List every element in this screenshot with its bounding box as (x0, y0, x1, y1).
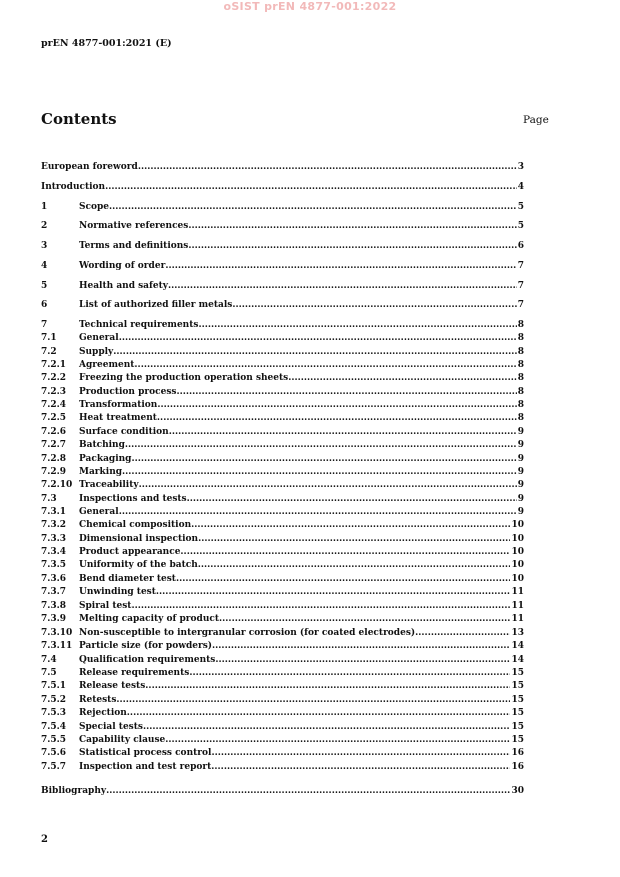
toc-entry-page: 6 (517, 241, 524, 251)
toc-entry-page: 13 (511, 628, 524, 638)
toc-dot-leader (180, 547, 510, 557)
toc-entry-page: 5 (517, 202, 524, 212)
toc-dot-leader (139, 480, 517, 490)
toc-entry[interactable] (41, 534, 524, 544)
toc-entry-page: 4 (517, 182, 524, 192)
toc-dot-leader (131, 601, 510, 611)
toc-entry-number: 7.5.5 (41, 735, 67, 745)
toc-entry-page: 15 (511, 722, 524, 732)
toc-entry-number: 7.4 (41, 655, 57, 665)
toc-entry[interactable] (41, 601, 524, 611)
toc-entry-title: Health and safety (79, 281, 168, 291)
toc-entry-number: 7.5.1 (41, 681, 67, 691)
toc-entry-page: 7 (517, 261, 524, 271)
toc-entry-page: 9 (517, 440, 524, 450)
toc-entry-number: 7.3 (41, 494, 57, 504)
toc-entry-title: Surface condition (79, 427, 169, 437)
toc-dot-leader (168, 281, 517, 291)
toc-entry-title: Special tests (79, 722, 143, 732)
toc-entry[interactable] (41, 735, 524, 745)
toc-entry-title: Chemical composition (79, 520, 192, 530)
toc-entry[interactable] (41, 681, 524, 691)
toc-entry-title: Inspection and test report (79, 762, 212, 772)
toc-entry[interactable] (41, 241, 524, 251)
toc-entry-page: 16 (511, 748, 524, 758)
toc-entry-title: Technical requirements (79, 320, 199, 330)
toc-entry-number: 7.3.5 (41, 560, 67, 570)
toc-entry[interactable] (41, 520, 524, 530)
toc-entry[interactable] (41, 507, 524, 517)
toc-entry-title: Traceability (79, 480, 139, 490)
toc-dot-leader (211, 748, 510, 758)
toc-entry-page: 8 (517, 400, 524, 410)
toc-dot-leader (145, 681, 510, 691)
toc-entry-page: 11 (511, 601, 524, 611)
toc-entry-title: Wording of order (79, 261, 166, 271)
toc-entry[interactable] (41, 668, 524, 678)
toc-entry[interactable] (41, 261, 524, 271)
toc-dot-leader (215, 655, 510, 665)
toc-dot-leader (188, 221, 516, 231)
toc-entry-title: Packaging (79, 454, 132, 464)
toc-entry-number: 7.3.10 (41, 628, 73, 638)
toc-entry[interactable] (41, 373, 524, 383)
toc-entry-number: 7.3.7 (41, 587, 67, 597)
toc-dot-leader (138, 162, 517, 172)
toc-entry-title: Particle size (for powders) (79, 641, 213, 651)
toc-entry-title: Release requirements (79, 668, 190, 678)
toc-entry-title: Normative references (79, 221, 189, 231)
toc-entry[interactable] (41, 440, 524, 450)
toc-dot-leader (122, 467, 517, 477)
toc-entry-number: 7.2.9 (41, 467, 67, 477)
toc-dot-leader (165, 261, 516, 271)
toc-dot-leader (211, 762, 510, 772)
toc-dot-leader (198, 534, 510, 544)
toc-dot-leader (219, 614, 510, 624)
toc-entry-number: 7.5.4 (41, 722, 67, 732)
toc-entry[interactable] (41, 347, 524, 357)
toc-dot-leader (143, 722, 510, 732)
toc-entry-number: 1 (41, 202, 48, 212)
toc-entry[interactable] (41, 587, 524, 597)
toc-entry[interactable] (41, 614, 524, 624)
toc-entry-page: 11 (511, 587, 524, 597)
toc-entry-title: Melting capacity of product (79, 614, 220, 624)
toc-entry[interactable] (41, 427, 524, 437)
toc-entry-number: 7.3.9 (41, 614, 67, 624)
toc-entry-title: Inspections and tests (79, 494, 187, 504)
toc-dot-leader (415, 628, 510, 638)
toc-entry-number: 7.3.2 (41, 520, 67, 530)
toc-entry-page: 10 (511, 534, 524, 544)
toc-entry-title: Freezing the production operation sheets (79, 373, 289, 383)
toc-entry-page: 10 (511, 547, 524, 557)
toc-entry[interactable] (41, 695, 524, 705)
toc-entry[interactable] (41, 400, 524, 410)
toc-entry-number: 5 (41, 281, 48, 291)
toc-dot-leader (119, 507, 517, 517)
toc-entry-page: 9 (517, 480, 524, 490)
document-id: prEN 4877-001:2021 (E) (41, 38, 172, 49)
toc-entry-number: 7.2.10 (41, 480, 73, 490)
toc-entry-title: Product appearance (79, 547, 181, 557)
toc-entry[interactable] (41, 748, 524, 758)
toc-entry-number: 3 (41, 241, 48, 251)
toc-dot-leader (176, 574, 511, 584)
toc-entry-page: 10 (511, 574, 524, 584)
toc-entry-number: 7.2.1 (41, 360, 67, 370)
toc-entry-number: 7.2.5 (41, 413, 67, 423)
toc-entry-page: 11 (511, 614, 524, 624)
toc-dot-leader (169, 427, 517, 437)
toc-dot-leader (134, 360, 516, 370)
toc-dot-leader (232, 300, 516, 310)
toc-entry-page: 9 (517, 467, 524, 477)
toc-entry-title: Bibliography (41, 786, 107, 796)
toc-entry-title: Spiral test (79, 601, 132, 611)
toc-entry-page: 7 (517, 300, 524, 310)
toc-dot-leader (157, 400, 516, 410)
toc-dot-leader (127, 708, 511, 718)
watermark: oSIST prEN 4877-001:2022 (223, 0, 397, 13)
toc-entry-title: Supply (79, 347, 114, 357)
toc-entry-number: 7.1 (41, 333, 57, 343)
toc-entry-title: Batching (79, 440, 125, 450)
toc-entry-title: Qualification requirements (79, 655, 216, 665)
toc-entry-page: 8 (517, 387, 524, 397)
toc-entry-number: 7.2 (41, 347, 57, 357)
toc-dot-leader (165, 735, 510, 745)
toc-entry-number: 7.5.3 (41, 708, 67, 718)
toc-entry-page: 7 (517, 281, 524, 291)
toc-dot-leader (105, 182, 517, 192)
toc-entry-title: Agreement (79, 360, 135, 370)
toc-entry-number: 6 (41, 300, 48, 310)
toc-entry-title: Dimensional inspection (79, 534, 199, 544)
toc-entry[interactable] (41, 360, 524, 370)
toc-entry[interactable] (41, 413, 524, 423)
toc-entry-title: Marking (79, 467, 123, 477)
toc-entry-page: 8 (517, 413, 524, 423)
toc-entry-page: 30 (511, 786, 524, 796)
toc-entry[interactable] (41, 221, 524, 231)
toc-entry-page: 9 (517, 427, 524, 437)
toc-entry-number: 7.3.6 (41, 574, 67, 584)
toc-entry[interactable] (41, 300, 524, 310)
toc-entry-title: Capability clause (79, 735, 166, 745)
toc-entry[interactable] (41, 560, 524, 570)
toc-dot-leader (116, 695, 510, 705)
toc-dot-leader (109, 202, 517, 212)
toc-entry[interactable] (41, 628, 524, 638)
page-column-label: Page (523, 114, 549, 126)
toc-entry-page: 14 (511, 641, 524, 651)
toc-entry-number: 7.3.1 (41, 507, 67, 517)
toc-entry-title: Retests (79, 695, 117, 705)
toc-entry-number: 7.3.4 (41, 547, 67, 557)
toc-entry-title: Heat treatment (79, 413, 157, 423)
toc-entry-number: 7.5.7 (41, 762, 67, 772)
toc-entry[interactable] (41, 494, 524, 504)
toc-entry[interactable] (41, 467, 524, 477)
toc-dot-leader (198, 320, 516, 330)
toc-dot-leader (106, 786, 510, 796)
toc-entry[interactable] (41, 574, 524, 584)
toc-dot-leader (156, 587, 511, 597)
toc-entry[interactable] (41, 387, 524, 397)
toc-entry-number: 7.2.8 (41, 454, 67, 464)
toc-entry-number: 7.3.3 (41, 534, 67, 544)
toc-entry-page: 9 (517, 494, 524, 504)
page-number: 2 (41, 834, 48, 845)
toc-dot-leader (198, 560, 511, 570)
toc-entry-title: Rejection (79, 708, 127, 718)
toc-dot-leader (125, 440, 517, 450)
toc-entry-page: 16 (511, 762, 524, 772)
toc-dot-leader (176, 387, 516, 397)
toc-dot-leader (191, 520, 510, 530)
toc-dot-leader (119, 333, 517, 343)
toc-entry-page: 9 (517, 507, 524, 517)
toc-entry-title: Uniformity of the batch (79, 560, 198, 570)
toc-dot-leader (187, 494, 517, 504)
toc-entry-title: Non-susceptible to intergranular corrosion (for coated electrodes) (79, 628, 416, 638)
toc-entry-number: 7.2.2 (41, 373, 67, 383)
toc-entry-title: Unwinding test (79, 587, 156, 597)
toc-entry-page: 3 (517, 162, 524, 172)
toc-entry-title: Terms and definitions (79, 241, 189, 251)
toc-entry-number: 7.3.11 (41, 641, 73, 651)
toc-entry-number: 7.5 (41, 668, 57, 678)
toc-entry-number: 7.3.8 (41, 601, 67, 611)
toc-entry-page: 15 (511, 681, 524, 691)
toc-entry-page: 8 (517, 347, 524, 357)
toc-entry-page: 10 (511, 520, 524, 530)
toc-entry[interactable] (41, 202, 524, 212)
toc-entry[interactable] (41, 454, 524, 464)
toc-entry-number: 7 (41, 320, 48, 330)
toc-entry[interactable] (41, 333, 524, 343)
toc-entry[interactable] (41, 162, 524, 172)
toc-entry-number: 7.5.2 (41, 695, 67, 705)
toc-entry-title: Bend diameter test (79, 574, 176, 584)
toc-entry[interactable] (41, 762, 524, 772)
toc-entry-number: 4 (41, 261, 48, 271)
toc-entry[interactable] (41, 786, 524, 796)
toc-entry-page: 14 (511, 655, 524, 665)
toc-dot-leader (212, 641, 510, 651)
toc-entry-number: 7.2.6 (41, 427, 67, 437)
toc-entry-page: 15 (511, 668, 524, 678)
toc-entry-title: General (79, 333, 119, 343)
toc-entry-number: 2 (41, 221, 48, 231)
toc-entry[interactable] (41, 547, 524, 557)
toc-entry-number: 7.5.6 (41, 748, 67, 758)
toc-entry-number: 7.2.4 (41, 400, 67, 410)
toc-entry-page: 8 (517, 373, 524, 383)
toc-entry-title: List of authorized filler metals (79, 300, 233, 310)
toc-entry-title: Transformation (79, 400, 158, 410)
toc-dot-leader (189, 668, 510, 678)
toc-entry-number: 7.2.7 (41, 440, 67, 450)
toc-entry-title: General (79, 507, 119, 517)
toc-entry-page: 15 (511, 695, 524, 705)
toc-entry-title: Scope (79, 202, 110, 212)
toc-entry-page: 8 (517, 333, 524, 343)
toc-dot-leader (131, 454, 516, 464)
toc-entry-title: Release tests (79, 681, 146, 691)
toc-dot-leader (288, 373, 517, 383)
toc-entry[interactable] (41, 182, 524, 192)
toc-entry-page: 15 (511, 735, 524, 745)
toc-entry[interactable] (41, 320, 524, 330)
toc-dot-leader (188, 241, 516, 251)
toc-dot-leader (113, 347, 516, 357)
toc-entry-title: Introduction (41, 182, 106, 192)
toc-entry-page: 8 (517, 360, 524, 370)
toc-entry-title: European foreword (41, 162, 138, 172)
toc-entry-title: Production process (79, 387, 177, 397)
toc-entry-page: 8 (517, 320, 524, 330)
toc-dot-leader (157, 413, 517, 423)
toc-entry[interactable] (41, 708, 524, 718)
toc-entry-page: 10 (511, 560, 524, 570)
toc-entry[interactable] (41, 480, 524, 490)
contents-heading: Contents (41, 110, 117, 128)
toc-entry-page: 15 (511, 708, 524, 718)
toc-entry[interactable] (41, 641, 524, 651)
toc-entry-page: 9 (517, 454, 524, 464)
toc-entry-number: 7.2.3 (41, 387, 67, 397)
toc-entry[interactable] (41, 722, 524, 732)
toc-entry-title: Statistical process control (79, 748, 212, 758)
toc-entry[interactable] (41, 281, 524, 291)
toc-entry-page: 5 (517, 221, 524, 231)
toc-entry[interactable] (41, 655, 524, 665)
